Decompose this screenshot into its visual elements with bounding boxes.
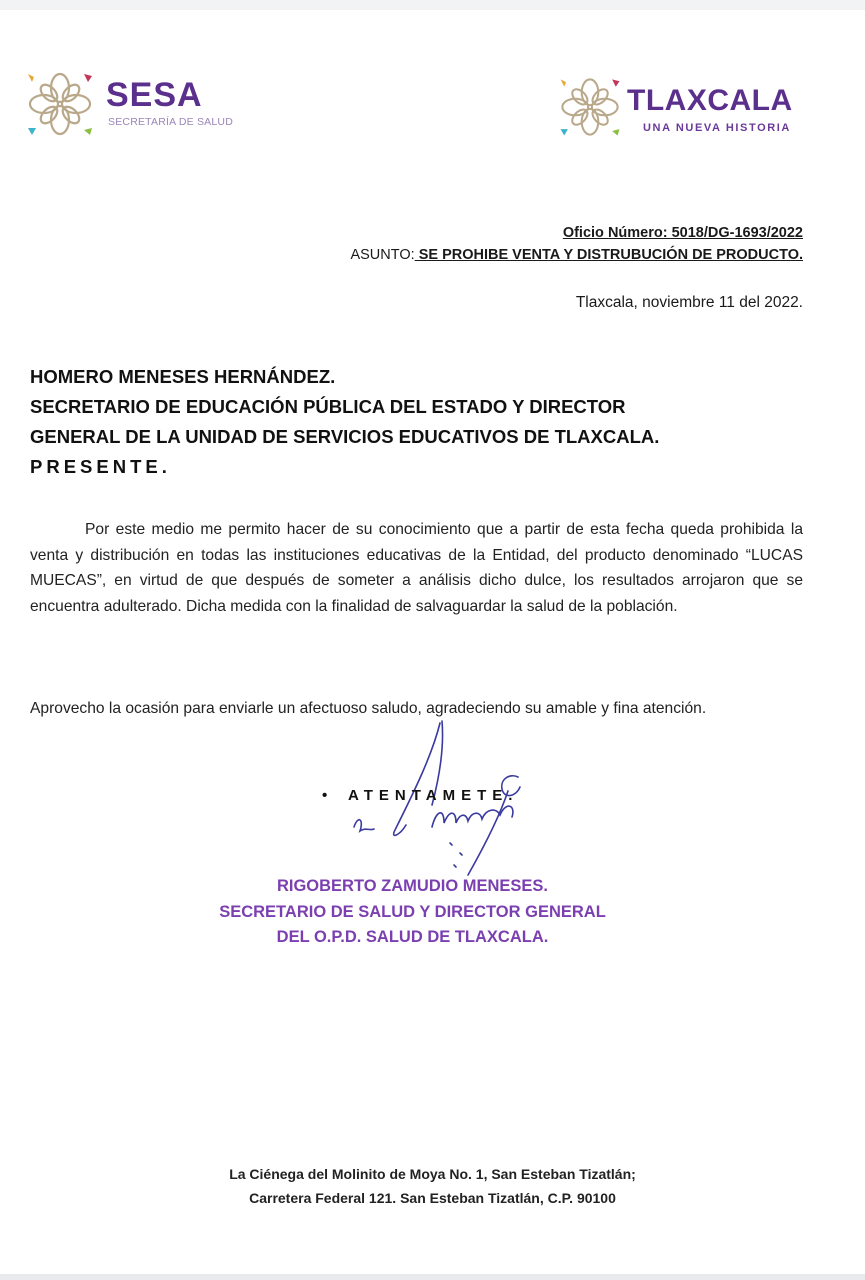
asunto-text: SE PROHIBE VENTA Y DISTRUBUCIÓN DE PRODUCTO. <box>414 247 803 263</box>
sesa-logo <box>22 66 242 142</box>
signer-title-1: SECRETARIO DE SALUD Y DIRECTOR GENERAL <box>219 902 606 921</box>
addressee-title-1: SECRETARIO DE EDUCACIÓN PÚBLICA DEL ESTADO Y DIRECTOR <box>30 396 626 417</box>
oficio-number: Oficio Número: 5018/DG-1693/2022 <box>562 225 803 241</box>
viewer-bottom-bar <box>0 1274 865 1280</box>
closing-line: Aprovecho la ocasión para enviarle un afectuoso saludo, agradeciendo su amable y fina atención. <box>30 700 707 717</box>
presente: PRESENTE. <box>30 456 171 477</box>
body-paragraph-block <box>30 517 803 619</box>
body-paragraph: Por este medio me permito hacer de su conocimiento que a partir de esta fecha queda prohibida la venta y distribución en todas las instituciones educativas de la Entidad, del producto denominado “LUCAS MUECAS”, en virtud de que después de someter a análisis dicho dulce, los resultados arrojaron que se encuentra adulterado. Dicha medida con la finalidad de salvaguardar la salud de la población. <box>30 521 803 615</box>
footer-line-2: Carretera Federal 121. San Esteban Tizatlán, C.P. 90100 <box>249 1190 616 1206</box>
asunto-label: ASUNTO: <box>350 247 415 263</box>
flower-emblem-icon <box>22 66 98 142</box>
tlaxcala-logo-name: TLAXCALA <box>627 84 793 117</box>
viewer-top-bar <box>0 0 865 10</box>
sesa-logo-name: SESA <box>106 76 203 114</box>
signer-block <box>0 874 865 951</box>
atentamente: ATENTAMETE. <box>348 787 519 804</box>
salutation-line <box>322 787 518 804</box>
tlaxcala-logo-subtitle: UNA NUEVA HISTORIA <box>643 122 791 134</box>
asunto-line <box>350 247 803 263</box>
sesa-logo-subtitle: SECRETARÍA DE SALUD <box>108 116 233 128</box>
place-date: Tlaxcala, noviembre 11 del 2022. <box>575 294 803 311</box>
signer-title-2: DEL O.P.D. SALUD DE TLAXCALA. <box>276 928 549 946</box>
signer-name: RIGOBERTO ZAMUDIO MENESES. <box>276 877 549 895</box>
bullet: • <box>322 787 328 804</box>
footer-address <box>0 1162 865 1210</box>
addressee-block <box>30 362 659 482</box>
addressee-name: HOMERO MENESES HERNÁNDEZ. <box>30 366 336 387</box>
addressee-title-2: GENERAL DE LA UNIDAD DE SERVICIOS EDUCATIVOS DE TLAXCALA. <box>30 426 660 447</box>
footer-line-1: La Ciénega del Molinito de Moya No. 1, San Esteban Tizatlán; <box>229 1166 636 1182</box>
flower-emblem-icon <box>555 72 625 142</box>
tlaxcala-logo <box>555 72 815 148</box>
